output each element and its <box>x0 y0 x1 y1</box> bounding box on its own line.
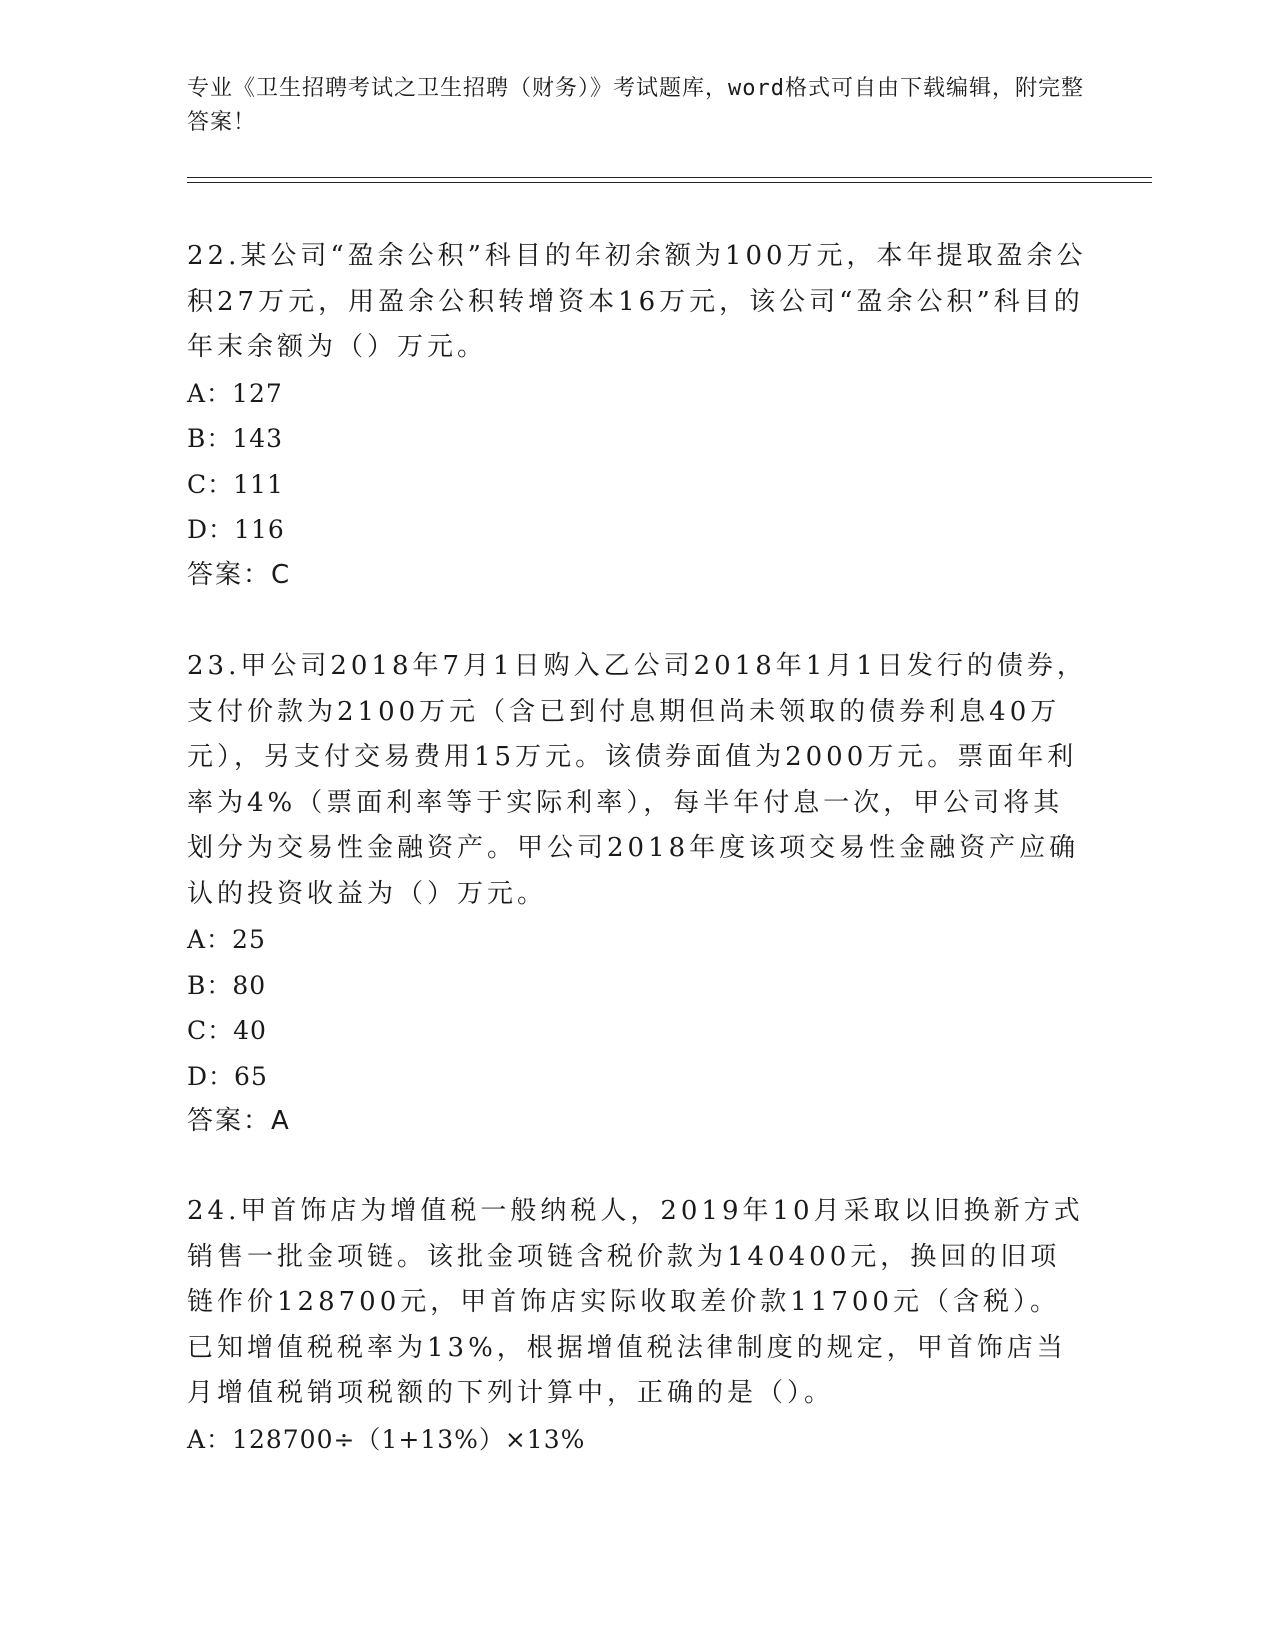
option-c: C：40 <box>187 1016 267 1045</box>
answer-line: 答案：C <box>187 559 292 590</box>
option-a: A：128700÷（1+13%）×13% <box>187 1424 586 1454</box>
option-c: C：111 <box>187 469 284 499</box>
header-divider-bottom <box>187 182 1152 183</box>
header-divider-top <box>187 177 1152 178</box>
question-text: 23.甲公司2018年7月1日购入乙公司2018年1月1日发行的债券，支付价款为2100万元（含已到付息期但尚未领取的债券利息40万元），另支付交易费用15万元。该债券面值为2000万元。票面年利率为4%（票面利率等于实际利率），每半年付息一次，甲公司将其划分为交易性金融资产。甲公司2018年度该项交易性金融资产应确认的投资收益为（）万元。 <box>187 651 1087 909</box>
option-d: D：65 <box>187 1061 268 1091</box>
question-text: 24.甲首饰店为增值税一般纳税人，2019年10月采取以旧换新方式销售一批金项链。该批金项链含税价款为140400元，换回的旧项链作价128700元，甲首饰店实际收取差价款11700元（含税）。已知增值税税率为13%，根据增值税法律制度的规定，甲首饰店当月增值税销项税额的下列计算中，正确的是（）。 <box>187 1196 1084 1408</box>
question-22 <box>187 234 1087 598</box>
answer-line: 答案：A <box>187 1106 291 1136</box>
option-a: A：127 <box>187 378 283 408</box>
option-d: D：116 <box>187 515 285 544</box>
question-24 <box>187 1189 1087 1462</box>
document-header: 专业《卫生招聘考试之卫生招聘（财务）》考试题库，word格式可自由下载编辑，附完整答案！ <box>187 76 1084 135</box>
question-text: 22.某公司“盈余公积”科目的年初余额为100万元，本年提取盈余公积27万元，用盈余公积转增资本16万元，该公司“盈余公积”科目的年末余额为（）万元。 <box>187 241 1087 362</box>
option-b: B：143 <box>187 424 284 453</box>
option-b: B：80 <box>187 970 267 1000</box>
option-a: A：25 <box>187 925 266 954</box>
question-23 <box>187 644 1087 1145</box>
